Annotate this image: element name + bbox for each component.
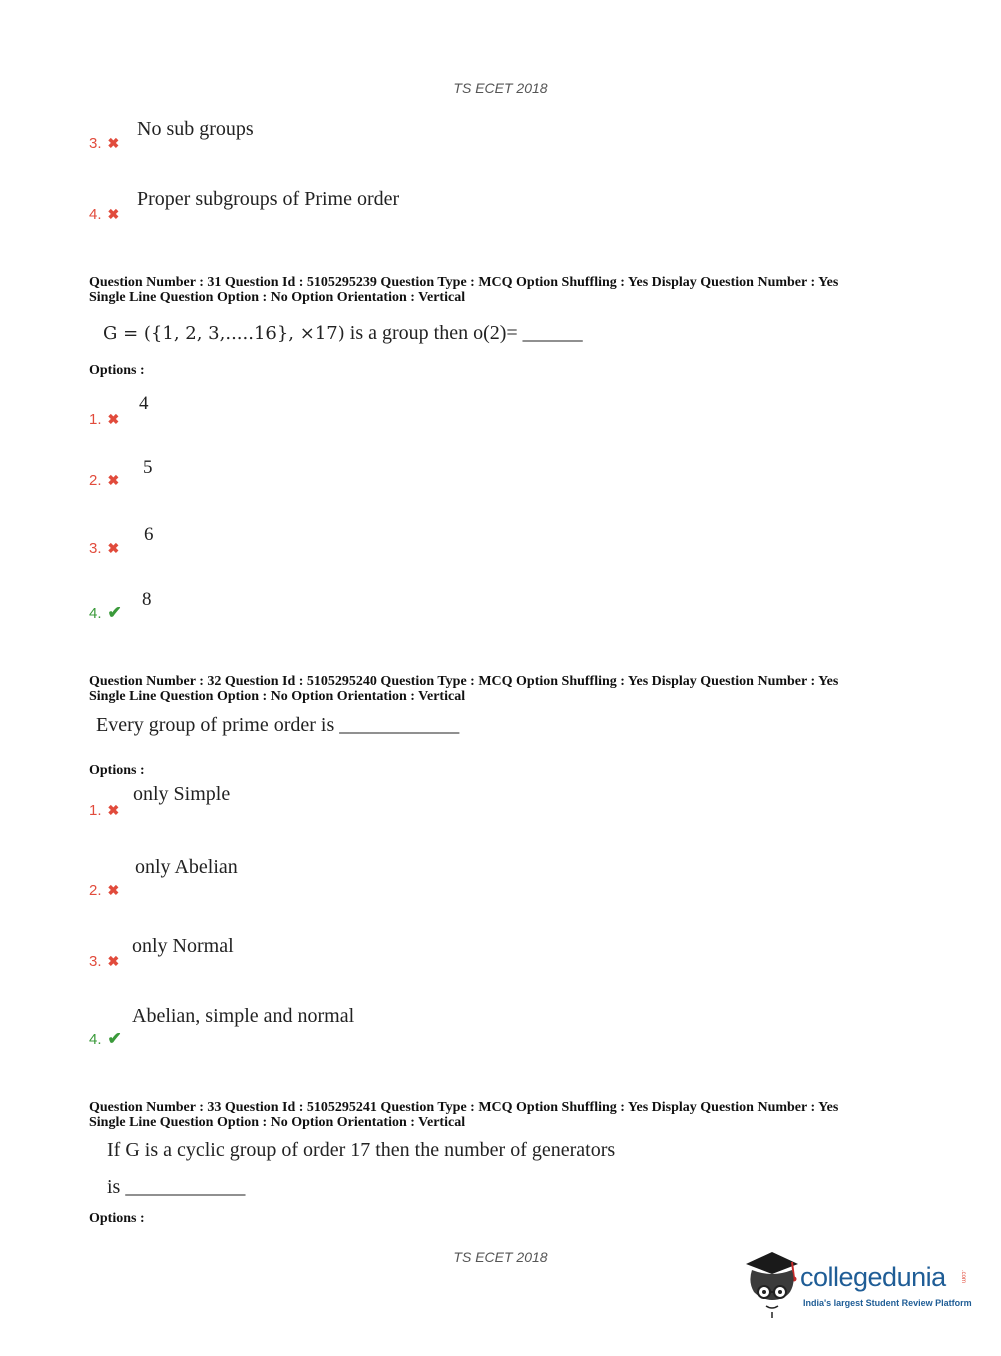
option-text: only Normal	[132, 935, 234, 957]
options-label: Options :	[89, 363, 145, 378]
option-number: 4.	[89, 206, 102, 223]
page-footer: TS ECET 2018	[453, 1249, 548, 1265]
wrong-icon: ✖	[107, 413, 120, 428]
wrong-icon: ✖	[107, 137, 120, 152]
question-text: Every group of prime order is ____________	[96, 714, 460, 736]
wrong-icon: ✖	[107, 208, 120, 223]
question-meta-line1: Question Number : 31 Question Id : 5105295239 Question Type : MCQ Option Shuffling : Yes Display Question Number : Yes	[89, 275, 839, 290]
option-text: Abelian, simple and normal	[132, 1005, 355, 1027]
options-label: Options :	[89, 1211, 145, 1226]
option-text: Proper subgroups of Prime order	[137, 188, 400, 210]
wrong-icon: ✖	[107, 474, 120, 489]
option-text: No sub groups	[137, 118, 254, 140]
options-label: Options :	[89, 763, 145, 778]
question-meta-line1: Question Number : 33 Question Id : 5105295241 Question Type : MCQ Option Shuffling : Yes Display Question Number : Yes	[89, 1100, 839, 1115]
option-marker	[89, 953, 119, 971]
option-marker	[89, 603, 122, 623]
option-number: 3.	[89, 540, 102, 557]
brand-name: collegedunia	[800, 1262, 946, 1292]
option-marker	[89, 540, 119, 558]
option-number: 4.	[89, 605, 102, 622]
brand-dotcom: .com	[960, 1270, 966, 1284]
mascot-icon	[742, 1248, 802, 1320]
question-meta	[89, 674, 909, 704]
option-marker	[89, 206, 119, 224]
question-meta-line2: Single Line Question Option : No Option Orientation : Vertical	[89, 689, 466, 704]
wrong-icon: ✖	[107, 884, 120, 899]
option-text: 4	[139, 393, 149, 414]
option-text: only Abelian	[135, 856, 238, 878]
option-number: 1.	[89, 411, 102, 428]
question-meta	[89, 1100, 909, 1130]
wrong-icon: ✖	[107, 804, 120, 819]
question-meta-line2: Single Line Question Option : No Option Orientation : Vertical	[89, 1115, 466, 1130]
question-text-rest: is a group then o(2)= ______	[344, 322, 583, 344]
question-meta	[89, 275, 909, 305]
check-icon: ✔	[107, 603, 122, 622]
option-text: 5	[143, 457, 153, 478]
collegedunia-logo	[742, 1248, 972, 1320]
wrong-icon: ✖	[107, 542, 120, 557]
math-expression: G = ({1, 2, 3,.....16}, ×17)	[103, 323, 345, 344]
question-meta-line1: Question Number : 32 Question Id : 5105295240 Question Type : MCQ Option Shuffling : Yes Display Question Number : Yes	[89, 674, 839, 689]
option-number: 2.	[89, 472, 102, 489]
option-marker	[89, 802, 119, 820]
question-text-line2: is ____________	[107, 1176, 246, 1198]
wrong-icon: ✖	[107, 955, 120, 970]
option-marker	[89, 411, 119, 429]
option-number: 1.	[89, 802, 102, 819]
question-meta-line2: Single Line Question Option : No Option Orientation : Vertical	[89, 290, 466, 305]
page-header: TS ECET 2018	[453, 80, 548, 96]
option-number: 3.	[89, 135, 102, 152]
option-text: 8	[142, 589, 152, 610]
option-number: 3.	[89, 953, 102, 970]
check-icon: ✔	[107, 1029, 122, 1048]
question-text	[103, 322, 583, 345]
option-number: 2.	[89, 882, 102, 899]
option-marker	[89, 1029, 122, 1049]
option-text: 6	[144, 524, 154, 545]
option-marker	[89, 472, 119, 490]
option-number: 4.	[89, 1031, 102, 1048]
option-marker	[89, 882, 119, 900]
brand-tagline: India's largest Student Review Platform	[803, 1298, 972, 1308]
option-marker	[89, 135, 119, 153]
question-text-line1: If G is a cyclic group of order 17 then the number of generators	[107, 1139, 616, 1161]
option-text: only Simple	[133, 783, 231, 805]
